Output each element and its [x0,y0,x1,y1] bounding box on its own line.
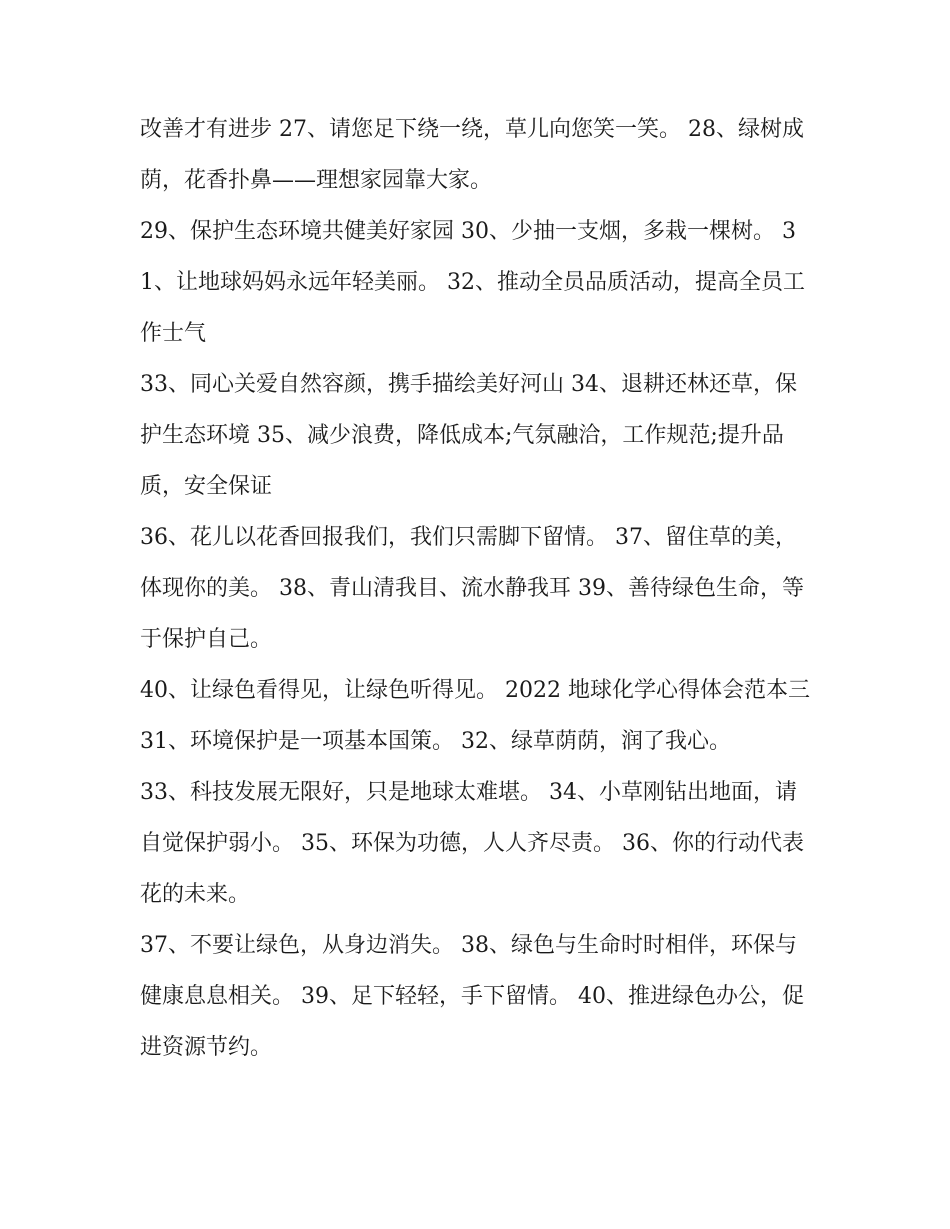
paragraph-6: 33、科技发展无限好，只是地球太难堪。 34、小草刚钻出地面，请自觉保护弱小。 35、环保为功德，人人齐尽责。 36、你的行动代表花的未来。 [140,780,804,907]
paragraph-4: 36、花儿以花香回报我们，我们只需脚下留情。 37、留住草的美，体现你的美。 38、青山清我目、流水静我耳 39、善待绿色生命，等于保护自己。 [140,525,804,652]
document-page [140,104,815,1073]
paragraph-7: 37、不要让绿色，从身边消失。 38、绿色与生命时时相伴，环保与健康息息相关。 39、足下轻轻，手下留情。 40、推进绿色办公，促进资源节约。 [140,933,804,1060]
paragraph-3: 33、同心关爱自然容颜，携手描绘美好河山 34、退耕还林还草，保护生态环境 35、减少浪费，降低成本;气氛融洽，工作规范;提升品质，安全保证 [140,372,797,499]
paragraph-5: 40、让绿色看得见，让绿色听得见。 2022 地球化学心得体会范本三 31、环境保护是一项基本国策。 32、绿草荫荫，润了我心。 [140,678,810,754]
paragraph-1: 改善才有进步 27、请您足下绕一绕，草儿向您笑一笑。 28、绿树成荫，花香扑鼻——理想家园靠大家。 [140,117,804,193]
paragraph-2: 29、保护生态环境共健美好家园 30、少抽一支烟，多栽一棵树。 31、让地球妈妈永远年轻美丽。 32、推动全员品质活动，提高全员工作士气 [140,219,805,346]
